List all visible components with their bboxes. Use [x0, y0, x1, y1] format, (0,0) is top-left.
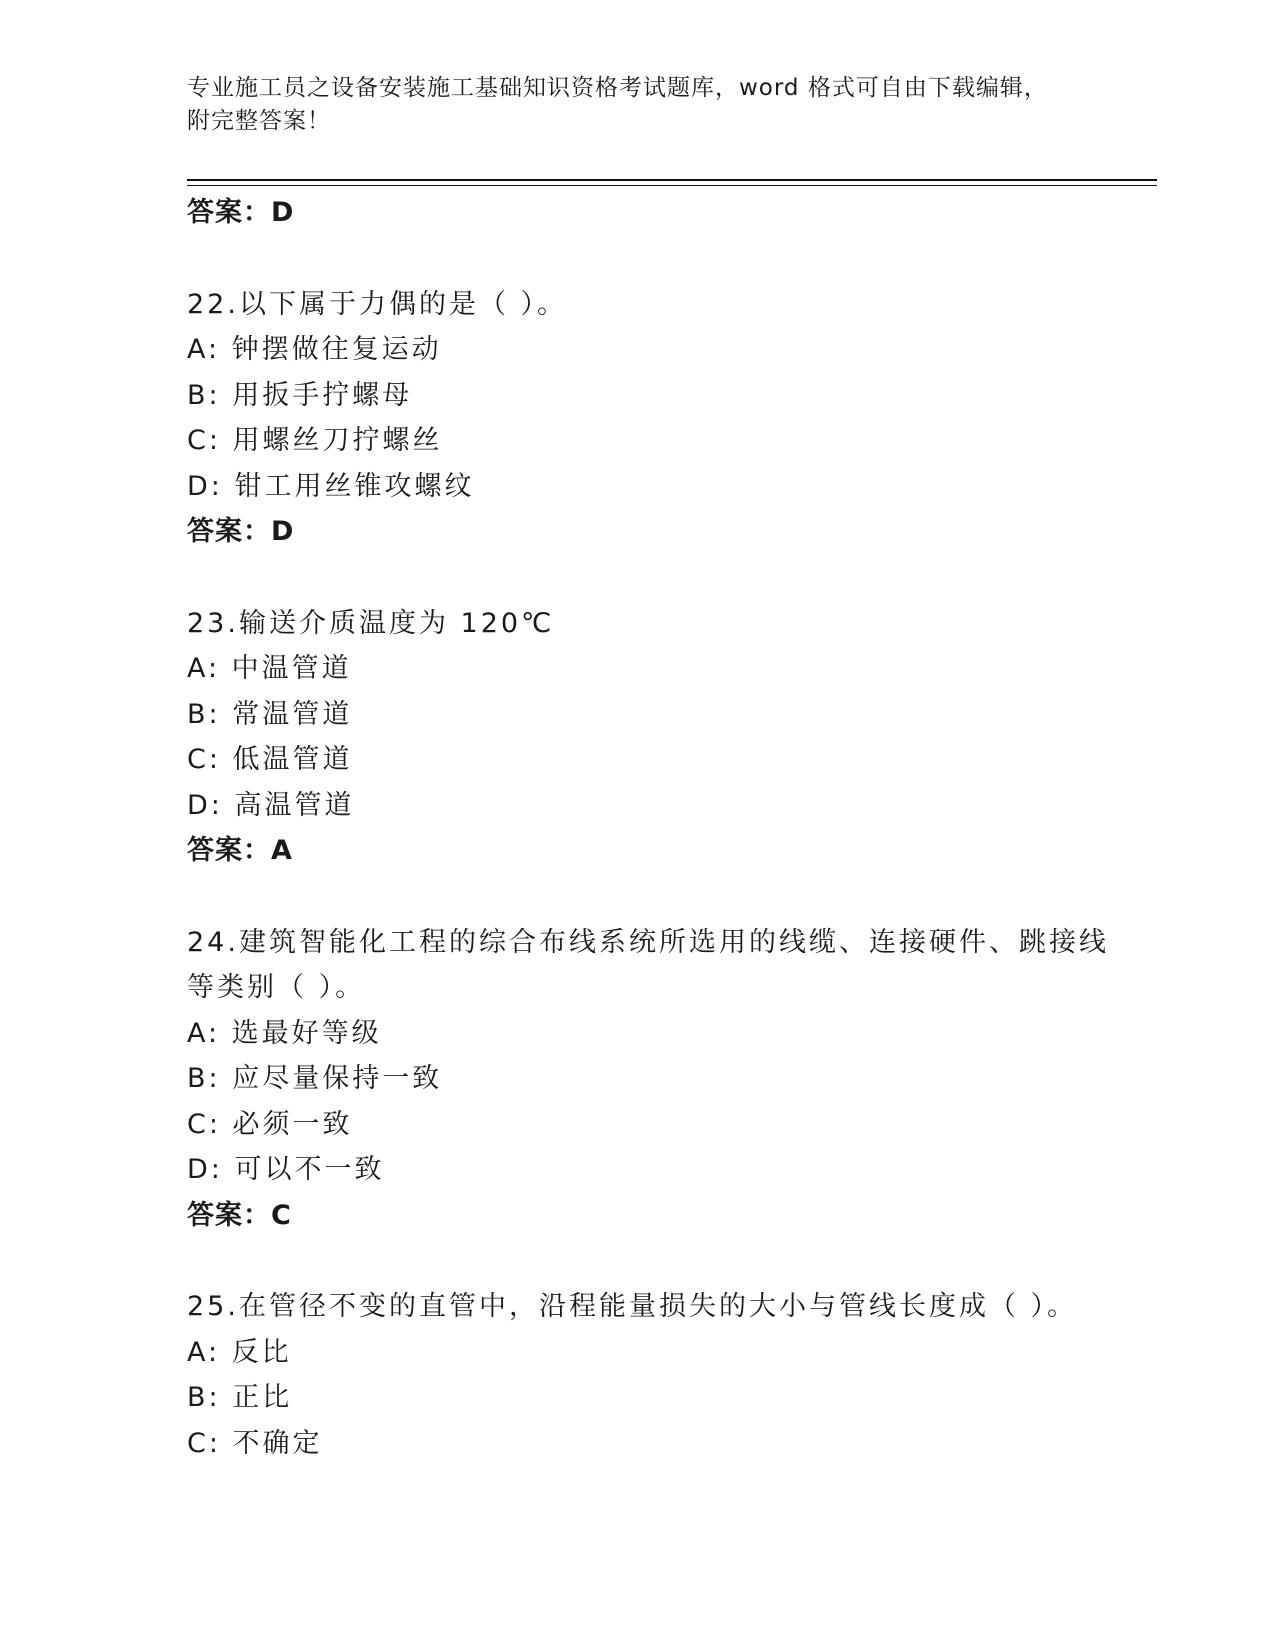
- answer-line: 答案：C: [187, 1199, 292, 1231]
- option-c: C: 必须一致: [187, 1108, 353, 1140]
- option-a: A: 钟摆做往复运动: [187, 334, 442, 365]
- option-c: C: 低温管道: [187, 744, 353, 775]
- question-title: 22.以下属于力偶的是（ ）。: [187, 288, 568, 320]
- option-b: B: 正比: [187, 1382, 293, 1413]
- option-a: A: 选最好等级: [187, 1017, 382, 1049]
- header-line-1: 专业施工员之设备安装施工基础知识资格考试题库，word 格式可自由下载编辑，: [187, 75, 1048, 101]
- question-title-line-1: 24.建筑智能化工程的综合布线系统所选用的线缆、连接硬件、跳接线: [187, 926, 1109, 958]
- question-25: [187, 1284, 1157, 1466]
- answer-line: 答案：D: [187, 516, 295, 547]
- option-a: A: 中温管道: [187, 653, 352, 684]
- option-d: D: 高温管道: [187, 789, 355, 821]
- document-header: [187, 72, 1087, 138]
- answer-line: 答案：D: [187, 197, 295, 228]
- option-b: B: 用扳手拧螺母: [187, 379, 413, 411]
- header-line-2: 附完整答案！: [187, 108, 331, 134]
- question-list: [187, 190, 1157, 1466]
- question-title: 23.输送介质温度为 120℃: [187, 607, 555, 639]
- option-d: D: 可以不一致: [187, 1154, 385, 1185]
- option-c: C: 不确定: [187, 1427, 323, 1459]
- question-24: [187, 920, 1157, 1239]
- option-d: D: 钳工用丝锥攻螺纹: [187, 470, 475, 502]
- question-22: [187, 282, 1157, 555]
- answer-line: 答案：A: [187, 835, 293, 866]
- option-a: A: 反比: [187, 1336, 292, 1368]
- question-23: [187, 601, 1157, 874]
- option-b: B: 常温管道: [187, 698, 353, 730]
- option-b: B: 应尽量保持一致: [187, 1063, 443, 1094]
- option-c: C: 用螺丝刀拧螺丝: [187, 425, 443, 456]
- header-divider: [187, 179, 1157, 186]
- question-title-line-2: 等类别（ ）。: [187, 972, 366, 1003]
- question-title: 25.在管径不变的直管中，沿程能量损失的大小与管线长度成（ ）。: [187, 1291, 1078, 1322]
